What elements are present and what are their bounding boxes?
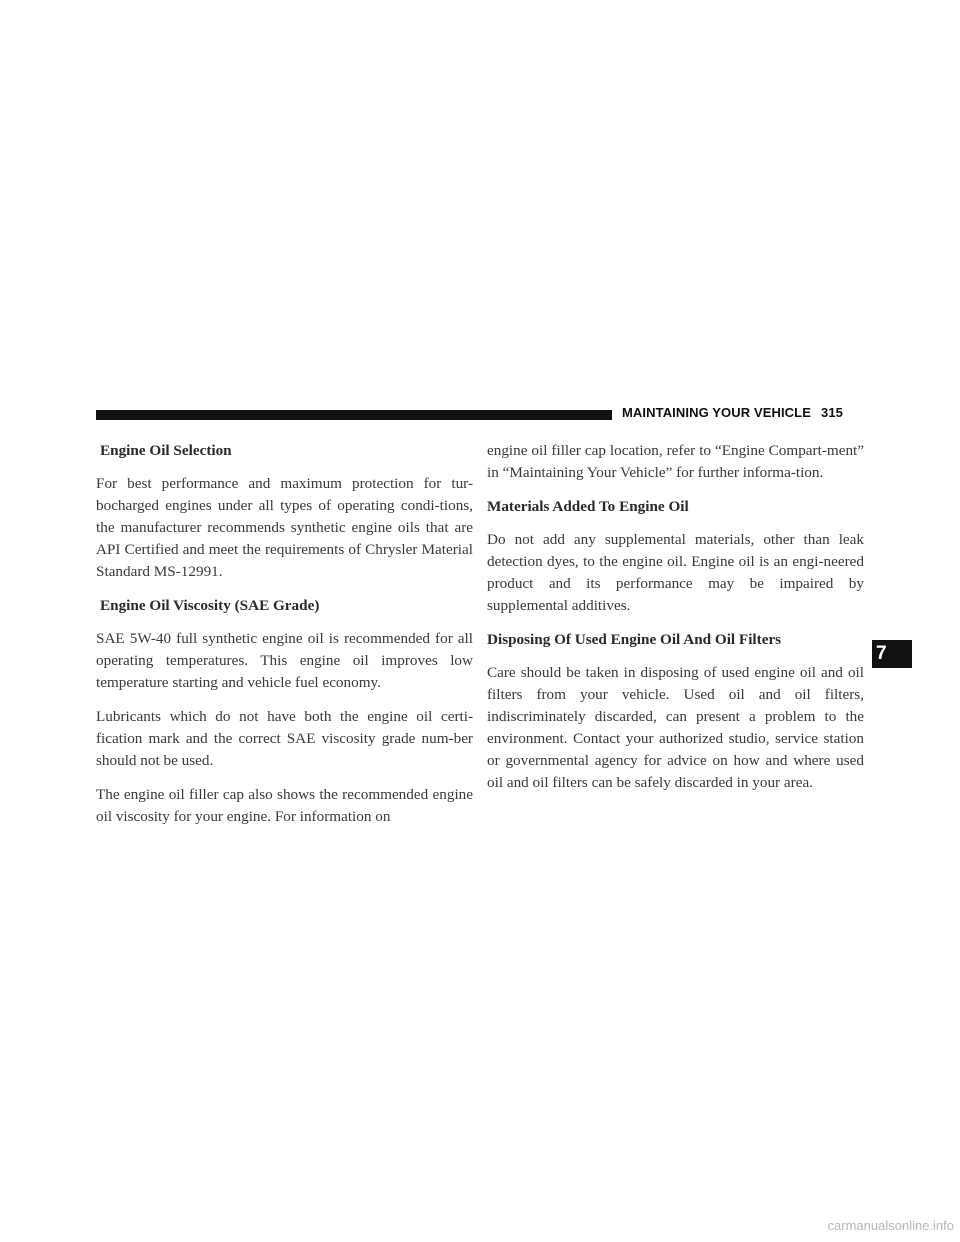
paragraph-viscosity: SAE 5W-40 full synthetic engine oil is recommended for all operating temperatures. This engine oil improves low temperature starting and vehicle fuel economy. — [96, 630, 473, 691]
section-title: MAINTAINING YOUR VEHICLE — [622, 405, 811, 420]
heading-disposing: Disposing Of Used Engine Oil And Oil Filters — [487, 631, 782, 648]
heading-viscosity: Engine Oil Viscosity (SAE Grade) — [100, 597, 320, 614]
paragraph-disposing: Care should be taken in disposing of used engine oil and oil filters from your vehicle. Used oil and oil filters, indiscriminately discarded, can present a problem to the environment. Contact your authorized studio, service station or governmental agency for advice on how and where used oil and oil filters can be safely discarded in your area. — [487, 664, 864, 791]
left-column — [96, 440, 473, 840]
watermark-text: carmanualsonline.info — [827, 1218, 954, 1233]
right-column — [487, 440, 864, 806]
header-rule — [96, 410, 612, 420]
paragraph-lubricants: Lubricants which do not have both the engine oil certi-fication mark and the correct SAE viscosity grade num-ber should not be used. — [96, 708, 473, 769]
paragraph-filler-cap-cont: engine oil filler cap location, refer to “Engine Compart-ment” in “Maintaining Your Vehicle” for further informa-tion. — [487, 442, 864, 481]
chapter-tab: 7 — [872, 640, 912, 668]
heading-engine-oil-selection: Engine Oil Selection — [100, 442, 232, 459]
paragraph-filler-cap: The engine oil filler cap also shows the recommended engine oil viscosity for your engine. For information on — [96, 786, 473, 825]
paragraph-materials-added: Do not add any supplemental materials, other than leak detection dyes, to the engine oil. Engine oil is an engi-neered product and its performance may be impaired by supplemental additives. — [487, 531, 864, 614]
page-number: 315 — [820, 405, 843, 420]
heading-materials-added: Materials Added To Engine Oil — [487, 498, 689, 515]
paragraph-oil-selection: For best performance and maximum protection for tur-bocharged engines under all types of operating condi-tions, the manufacturer recommends synthetic engine oils that are API Certified and meet the requirements of Chrysler Material Standard MS-12991. — [96, 475, 473, 580]
running-header — [622, 405, 862, 420]
